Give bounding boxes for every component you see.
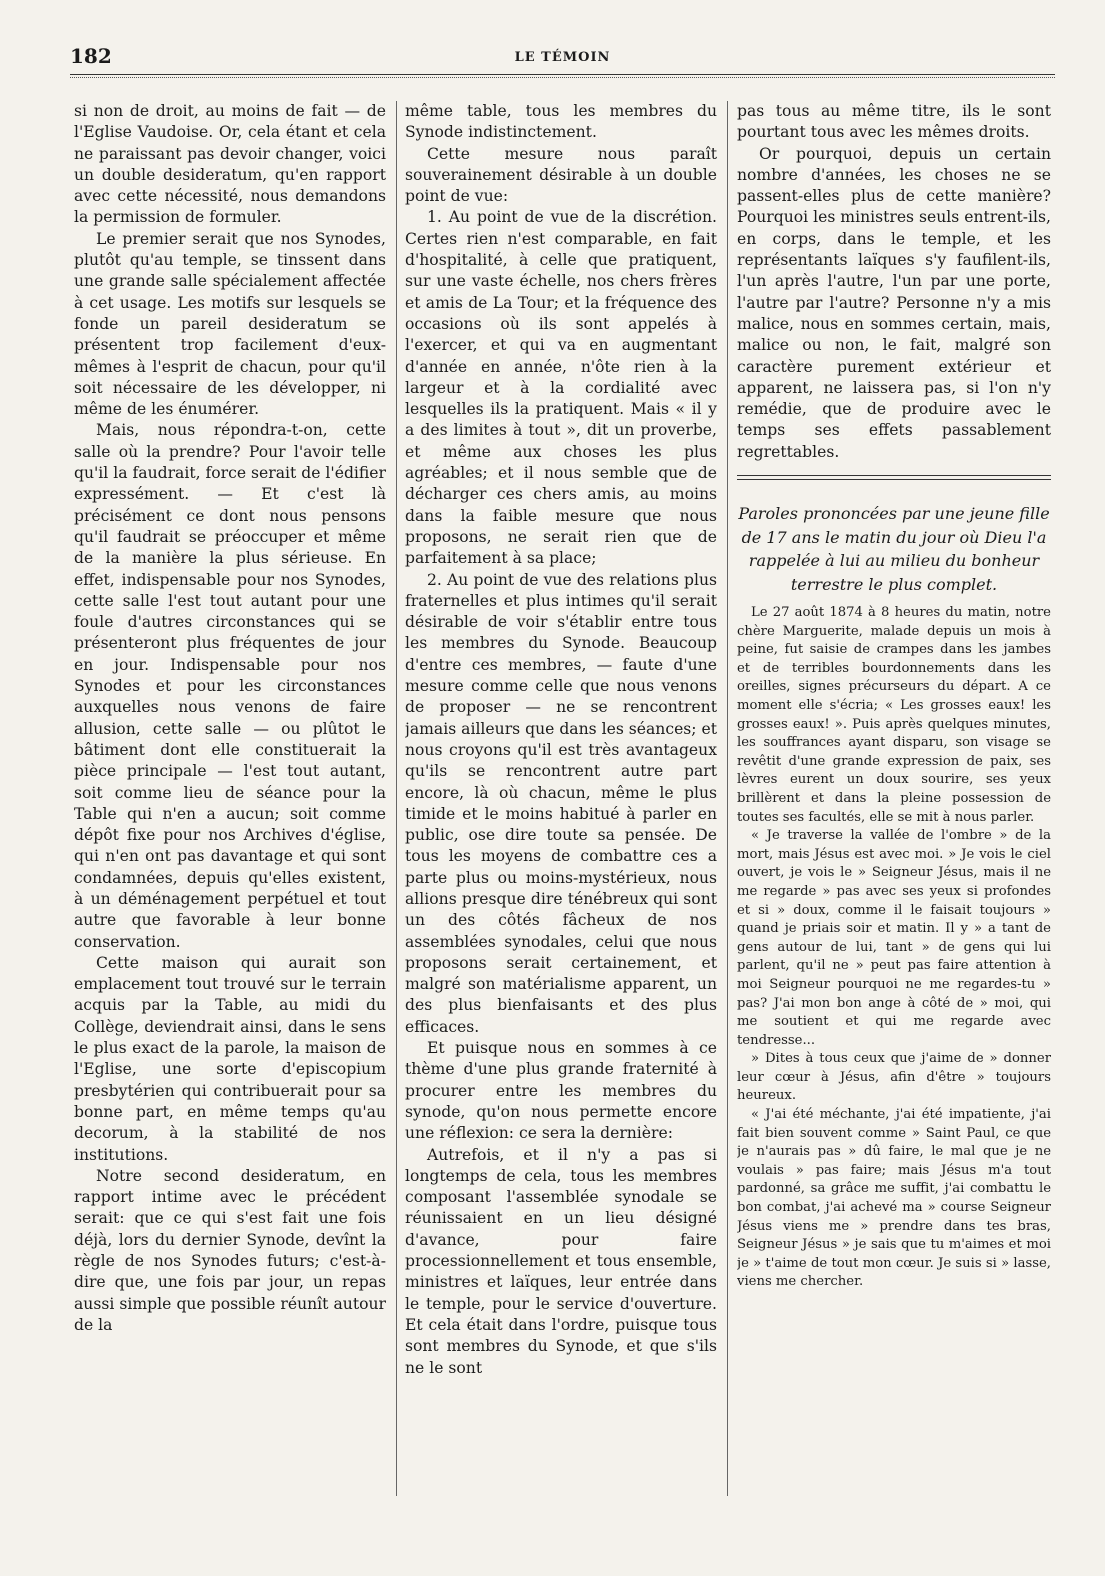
page-header [70,44,1055,74]
paragraph: Le premier serait que nos Synodes, plutôt qu'au temple, se tinssent dans une grande salle spécialement affectée à cet usage. Les motifs sur lesquels se fonde un pareil desideratum se présentent trop facilement d'eux-mêmes à l'esprit de chacun, pour qu'il soit nécessaire de les développer, ni même de les énumérer. [74,229,386,419]
paragraph: « J'ai été méchante, j'ai été impatiente, j'ai fait bien souvent comme » Saint Paul, ce que je n'aurais pas » dû faire, le mal que je ne voulais » pas faire; mais Jésus m'a tout pardonné, sa grâce me suffit, j'ai combattu le bon combat, j'ai achevé ma » course Seigneur Jésus viens me » prendre dans tes bras, Seigneur Jésus » je sais que tu m'aimes et moi je » t'aime de tout mon cœur. Je suis si » lasse, viens me chercher. [737,1107,1051,1290]
article-title: Paroles prononcées par une jeune fille de 17 ans le matin du jour où Dieu l'a rappelée à lui au milieu du bonheur terrestre le plus complet. [738,504,1050,594]
paragraph: même table, tous les membres du Synode indistinctement. [405,102,717,142]
paragraph: Mais, nous répondra-t-on, cette salle où la prendre? Pour l'avoir telle qu'il la faudrait, force serait de l'édifier expressément. — Et c'est là précisément ce dont nous pensons qu'il faudrait se préoccuper et même de la manière la plus sérieuse. En effet, indispensable pour nos Synodes, cette salle l'est tout autant pour une foule d'autres circonstances qui se présenteront plus fréquentes de jour en jour. Indispensable pour nos Synodes et pour les circonstances auxquelles nous venons de faire allusion, cette salle — ou plûtot le bâtiment dont elle constituerait la pièce principale — l'est tout autant, soit comme lieu de séance pour la Table qui n'en a aucun; soit comme dépôt fixe pour nos Archives d'église, qui n'en ont pas davantage et qui sont condamnées, depuis qu'elles existent, à un déménagement perpétuel et tout autre que favorable à leur bonne conservation. [74,421,386,951]
column-divider [727,101,728,1496]
paragraph: si non de droit, au moins de fait — de l'Eglise Vaudoise. Or, cela étant et cela ne paraissant pas devoir changer, voici un double desideratum, qu'en rapport avec cette nécessité, nous demandons la permission de formuler. [74,102,386,227]
paragraph: Cette maison qui aurait son emplacement tout trouvé sur le terrain acquis par la Table, au midi du Collège, deviendrait ainsi, dans le sens le plus exact de la parole, la maison de l'Eglise, une sorte d'episcopium presbytérien qui contribuerait pour sa bonne part, en même temps qu'au decorum, à la stabilité de nos institutions. [74,953,386,1164]
column-1 [74,101,386,1501]
paragraph: Et puisque nous en sommes à ce thème d'une plus grande fraternité à procurer entre les membres du synode, qu'on nous permette encore une réflexion: ce sera la dernière: [405,1039,717,1143]
paragraph: Autrefois, et il n'y a pas si longtemps de cela, tous les membres composant l'assemblée synodale se réunissaient en un lieu désigné d'avance, pour faire processionnellement et tous ensemble, ministres et laïques, leur entrée dans le temple, pour le service d'ouverture. Et cela était dans l'ordre, puisque tous sont membres du Synode, et que s'ils ne le sont [405,1145,717,1377]
page-number: 182 [70,44,112,68]
paragraph: pas tous au même titre, ils le sont pourtant tous avec les mêmes droits. [737,102,1051,142]
paragraph: Cette mesure nous paraît souverainement désirable à un double point de vue: [405,144,717,206]
paragraph: « Je traverse la vallée de l'ombre » de la mort, mais Jésus est avec moi. » Je vois le ciel ouvert, je vois le » Seigneur Jésus, mais il ne me regarde » pas avec ses yeux si profondes et si » doux, comme il le faisait toujours » quand je priais soir et matin. Il y » a tant de gens autour de lui, tant » de gens qui lui parlent, qu'il ne » peut pas faire attention à moi Seigneur pourquoi ne me regardes-tu » pas? J'ai mon bon ange à côté de » moi, qui me soutient et qui me regarde avec tendresse... [737,828,1051,1048]
paragraph: 2. Au point de vue des relations plus fraternelles et plus intimes qu'il serait désirable de voir s'établir entre tous les membres du Synode. Beaucoup d'entre ces membres, — faute d'une mesure comme celle que nous venons de proposer — ne se rencontrent jamais ailleurs que dans les séances; et nous croyons qu'il est très avantageux qu'ils se rencontrent autre part encore, là où chacun, même le plus timide et le moins habitué à parler en public, ose dire toute sa pensée. De tous les moyens de combattre ces a parte plus ou moins-mystérieux, nous allions presque dire ténébreux qui sont un des côtés fâcheux de nos assemblées synodales, celui que nous proposons serait certainement, et malgré son matérialisme apparent, un des plus bienfaisants et des plus efficaces. [405,570,717,1036]
column-divider [396,101,397,1496]
section-separator [737,475,1051,480]
column-3 [737,101,1051,1511]
journal-title: LE TÉMOIN [514,50,611,65]
header-rule [70,74,1055,78]
paragraph: Notre second desideratum, en rapport intime avec le précédent serait: que ce qui s'est fait une fois déjà, lors du dernier Synode, devînt la règle de nos Synodes futurs; c'est-à-dire que, une fois par jour, un repas aussi simple que possible réunît autour de la [74,1166,386,1334]
paragraph: » Dites à tous ceux que j'aime de » donner leur cœur à Jésus, afin d'être » toujours heureux. [737,1051,1051,1104]
column-2 [405,101,717,1501]
paragraph: Or pourquoi, depuis un certain nombre d'années, les choses ne se passent-elles plus de cette manière? Pourquoi les ministres seuls entrent-ils, en corps, dans le temple, et les représentants laïques s'y faufilent-ils, l'un après l'autre, l'un par une porte, l'autre par l'autre? Personne n'y a mis malice, nous en sommes certain, mais, malice ou non, le fait, malgré son caractère purement extérieur et apparent, ne laissera pas, si l'on n'y remédie, que de produire avec le temps ses effets passablement regrettables. [737,144,1051,461]
article-body [737,604,1051,1292]
paragraph: Le 27 août 1874 à 8 heures du matin, notre chère Marguerite, malade depuis un mois à peine, fut saisie de crampes dans les jambes et de terribles bourdonnements dans les oreilles, signes précurseurs du départ. A ce moment elle s'écria; « Les grosses eaux! les grosses eaux! ». Puis après quelques minutes, les souffrances ayant disparu, son visage se revêtit d'une grande expression de paix, ses lèvres eurent un doux sourire, ses yeux brillèrent et dans la pleine possession de toutes ses facultés, elle se mit à nous parler. [737,605,1051,825]
paragraph: 1. Au point de vue de la discrétion. Certes rien n'est comparable, en fait d'hospitalité, à celle que pratiquent, sur une vaste échelle, nos chers frères et amis de La Tour; et la fréquence des occasions où ils sont appelés à l'exercer, et qui va en augmentant d'année en année, n'ôte rien à la largeur et à la cordialité avec lesquelles ils la pratiquent. Mais « il y a des limites à tout », dit un proverbe, et même aux choses les plus agréables; et il nous semble que de décharger ces chers amis, au moins dans la faible mesure que nous proposons, ne serait rien que de parfaitement à sa place; [405,208,717,568]
